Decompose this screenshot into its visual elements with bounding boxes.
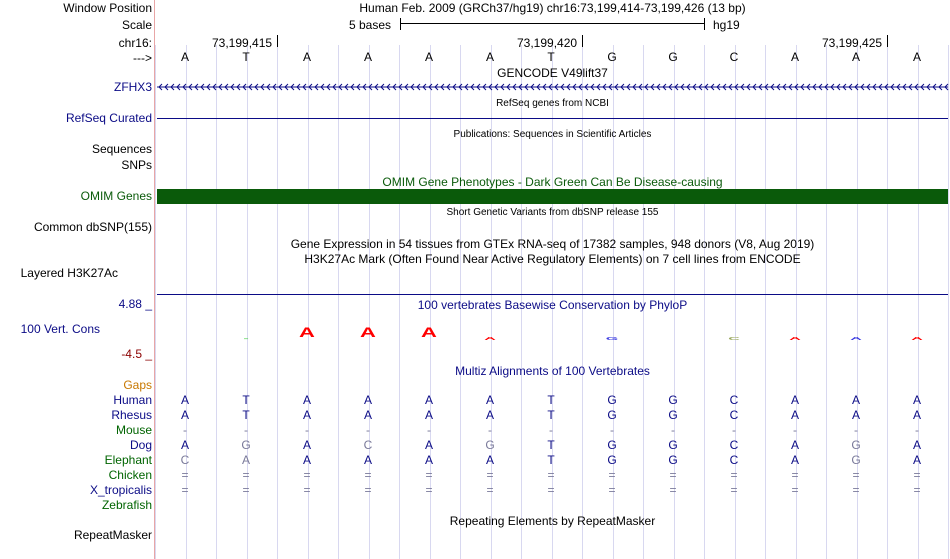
phylop-glyph: C: [728, 335, 740, 342]
alignment-base: T: [242, 408, 250, 422]
alignment-base: -: [732, 423, 736, 437]
gencode-track-title: GENCODE V49lift37: [497, 66, 608, 80]
base-letter: A: [851, 50, 860, 64]
coord-tick-3: [887, 35, 888, 47]
alignment-base: A: [851, 393, 860, 407]
chromosome-label: chr16:: [118, 36, 152, 50]
phylop-glyph: A: [484, 335, 496, 342]
refseq-track-title: RefSeq genes from NCBI: [496, 98, 609, 109]
alignment-base: T: [242, 393, 250, 407]
alignment-base: =: [547, 468, 555, 482]
base-letter: A: [302, 50, 311, 64]
alignment-base: A: [851, 408, 860, 422]
omim-track-title: OMIM Gene Phenotypes - Dark Green Can Be Disease-causing: [382, 175, 723, 189]
track-label-gaps[interactable]: Gaps: [123, 378, 152, 392]
base-letter: A: [485, 50, 494, 64]
zfhx3-gene-feature[interactable]: [155, 82, 950, 92]
alignment-base: A: [424, 453, 433, 467]
alignment-base: =: [730, 483, 738, 497]
alignment-base: =: [364, 468, 372, 482]
position-title: Human Feb. 2009 (GRCh37/hg19) chr16:73,199,414-73,199,426 (13 bp): [359, 1, 746, 15]
phylop-track-title: 100 vertebrates Basewise Conservation by PhyloP: [417, 298, 688, 312]
alignment-base: C: [729, 453, 739, 467]
strand-label: --->: [133, 51, 152, 65]
phylop-glyph: A: [850, 335, 862, 342]
alignment-base: A: [790, 453, 799, 467]
track-label-repeatmasker[interactable]: RepeatMasker: [73, 528, 152, 542]
base-letter: A: [363, 50, 372, 64]
scale-bar-label: 5 bases: [349, 18, 392, 32]
alignment-base: =: [608, 483, 616, 497]
base-letter: A: [424, 50, 433, 64]
alignment-base: -: [915, 423, 919, 437]
alignment-base: =: [486, 468, 494, 482]
alignment-base: G: [607, 408, 617, 422]
track-label-dbsnp[interactable]: Common dbSNP(155): [33, 220, 152, 234]
track-label-cons[interactable]: 100 Vert. Cons: [20, 322, 100, 336]
alignment-base: =: [913, 468, 921, 482]
alignment-base: -: [305, 423, 309, 437]
species-label[interactable]: X_tropicalis: [89, 483, 152, 497]
alignment-base: =: [852, 468, 860, 482]
alignment-base: C: [180, 453, 190, 467]
alignment-base: =: [547, 483, 555, 497]
species-label[interactable]: Dog: [129, 438, 152, 452]
coord-tick-2: [582, 35, 583, 47]
alignment-base: -: [671, 423, 675, 437]
alignment-base: =: [913, 483, 921, 497]
alignment-base: A: [302, 408, 311, 422]
coord-label-3: 73,199,425: [822, 36, 883, 50]
alignment-base: -: [549, 423, 553, 437]
base-letter: A: [180, 50, 189, 64]
alignment-base: T: [547, 453, 555, 467]
gtex-track-title: Gene Expression in 54 tissues from GTEx RNA-seq of 17382 samples, 948 donors (V8, Aug 2019): [290, 237, 815, 251]
alignment-base: A: [363, 453, 372, 467]
alignment-base: =: [669, 468, 677, 482]
alignment-base: =: [181, 483, 189, 497]
assembly-label: hg19: [713, 18, 740, 32]
scale-bar: [400, 18, 705, 30]
track-label-refseq[interactable]: RefSeq Curated: [65, 111, 152, 125]
species-label[interactable]: Chicken: [108, 468, 152, 482]
base-letter: T: [547, 50, 555, 64]
alignment-base: G: [851, 438, 861, 452]
h3k27ac-signal-line: [157, 294, 948, 295]
alignment-base: C: [729, 438, 739, 452]
h3k27ac-track-title: H3K27Ac Mark (Often Found Near Active Regulatory Elements) on 7 cell lines from ENCODE: [304, 252, 801, 266]
phylop-conservation-logo: [155, 320, 950, 346]
alignment-base: C: [729, 393, 739, 407]
alignment-base: G: [668, 393, 678, 407]
alignment-base: G: [241, 438, 251, 452]
track-label-omim[interactable]: OMIM Genes: [80, 189, 152, 203]
alignment-base: G: [851, 453, 861, 467]
alignment-base: G: [668, 453, 678, 467]
alignment-base: A: [485, 453, 494, 467]
alignment-base: A: [912, 393, 921, 407]
track-label-h3k27ac[interactable]: Layered H3K27Ac: [20, 266, 118, 280]
alignment-base: G: [607, 453, 617, 467]
alignment-base: -: [854, 423, 858, 437]
alignment-base: A: [424, 393, 433, 407]
coord-label-1: 73,199,415: [212, 36, 273, 50]
alignment-base: A: [485, 408, 494, 422]
track-label-pane: [0, 0, 154, 559]
alignment-base: =: [425, 468, 433, 482]
alignment-base: C: [729, 408, 739, 422]
alignment-base: A: [363, 393, 372, 407]
species-label[interactable]: Elephant: [104, 453, 152, 467]
phylop-glyph: A: [911, 335, 923, 342]
alignment-base: -: [244, 423, 248, 437]
coord-tick-1: [277, 35, 278, 47]
alignment-base: A: [485, 393, 494, 407]
base-letter: T: [242, 50, 250, 64]
base-letter: G: [668, 50, 678, 64]
alignment-base: A: [790, 408, 799, 422]
cons-axis-min: -4.5 _: [121, 347, 152, 361]
phylop-glyph: A: [299, 324, 315, 340]
alignment-base: A: [180, 408, 189, 422]
track-label-zfhx3[interactable]: ZFHX3: [113, 80, 152, 94]
alignment-base: A: [302, 453, 311, 467]
species-label[interactable]: Mouse: [115, 423, 152, 437]
alignment-base: A: [241, 453, 250, 467]
alignment-base: =: [303, 468, 311, 482]
alignment-base: G: [607, 393, 617, 407]
phylop-glyph: A: [789, 335, 801, 342]
alignment-base: =: [791, 468, 799, 482]
alignment-base: =: [608, 468, 616, 482]
species-label[interactable]: Zebrafish: [101, 498, 152, 512]
alignment-base: =: [242, 483, 250, 497]
alignment-base: =: [242, 468, 250, 482]
alignment-base: -: [427, 423, 431, 437]
alignment-base: A: [180, 438, 189, 452]
alignment-base: G: [668, 438, 678, 452]
alignment-base: -: [183, 423, 187, 437]
alignment-base: G: [668, 408, 678, 422]
alignment-base: =: [669, 483, 677, 497]
base-letter: A: [790, 50, 799, 64]
track-label-snps[interactable]: SNPs: [121, 158, 152, 172]
alignment-base: -: [366, 423, 370, 437]
omim-gene-bar[interactable]: [157, 189, 948, 204]
alignment-base: C: [363, 438, 373, 452]
alignment-base: -: [610, 423, 614, 437]
publications-track-title: Publications: Sequences in Scientific Articles: [453, 129, 652, 140]
phylop-glyph: G: [605, 335, 619, 342]
scale-label: Scale: [121, 18, 152, 32]
refseq-gene-line[interactable]: [157, 118, 948, 119]
genome-browser-image[interactable]: [155, 0, 950, 559]
alignment-base: T: [547, 408, 555, 422]
phylop-glyph: A: [360, 324, 376, 340]
base-letter: A: [912, 50, 921, 64]
phylop-glyph: A: [421, 324, 437, 340]
alignment-base: G: [607, 438, 617, 452]
alignment-base: =: [486, 483, 494, 497]
alignment-base: A: [790, 393, 799, 407]
phylop-glyph: -: [243, 335, 249, 342]
alignment-base: A: [363, 408, 372, 422]
multiz-track-title: Multiz Alignments of 100 Vertebrates: [455, 364, 650, 378]
alignment-base: T: [547, 393, 555, 407]
alignment-base: =: [852, 483, 860, 497]
cons-axis-max: 4.88 _: [118, 297, 152, 311]
alignment-base: =: [364, 483, 372, 497]
alignment-base: A: [302, 438, 311, 452]
alignment-base: -: [488, 423, 492, 437]
alignment-base: A: [424, 438, 433, 452]
alignment-base: -: [793, 423, 797, 437]
window-position-label: Window Position: [63, 1, 152, 15]
alignment-base: G: [485, 438, 495, 452]
coord-label-2: 73,199,420: [517, 36, 578, 50]
track-label-sequences[interactable]: Sequences: [91, 142, 152, 156]
dbsnp-track-title: Short Genetic Variants from dbSNP release 155: [446, 207, 659, 218]
alignment-base: A: [790, 438, 799, 452]
alignment-base: =: [303, 483, 311, 497]
alignment-base: A: [912, 453, 921, 467]
alignment-base: =: [730, 468, 738, 482]
alignment-base: T: [547, 438, 555, 452]
species-label[interactable]: Human: [113, 393, 152, 407]
base-letter: G: [607, 50, 617, 64]
alignment-base: =: [791, 483, 799, 497]
base-letter: C: [729, 50, 739, 64]
alignment-base: A: [912, 438, 921, 452]
alignment-base: A: [180, 393, 189, 407]
repeatmasker-track-title: Repeating Elements by RepeatMasker: [449, 514, 656, 528]
species-label[interactable]: Rhesus: [111, 408, 152, 422]
alignment-base: =: [425, 483, 433, 497]
alignment-base: A: [912, 408, 921, 422]
alignment-base: A: [424, 408, 433, 422]
alignment-base: A: [302, 393, 311, 407]
alignment-base: =: [181, 468, 189, 482]
